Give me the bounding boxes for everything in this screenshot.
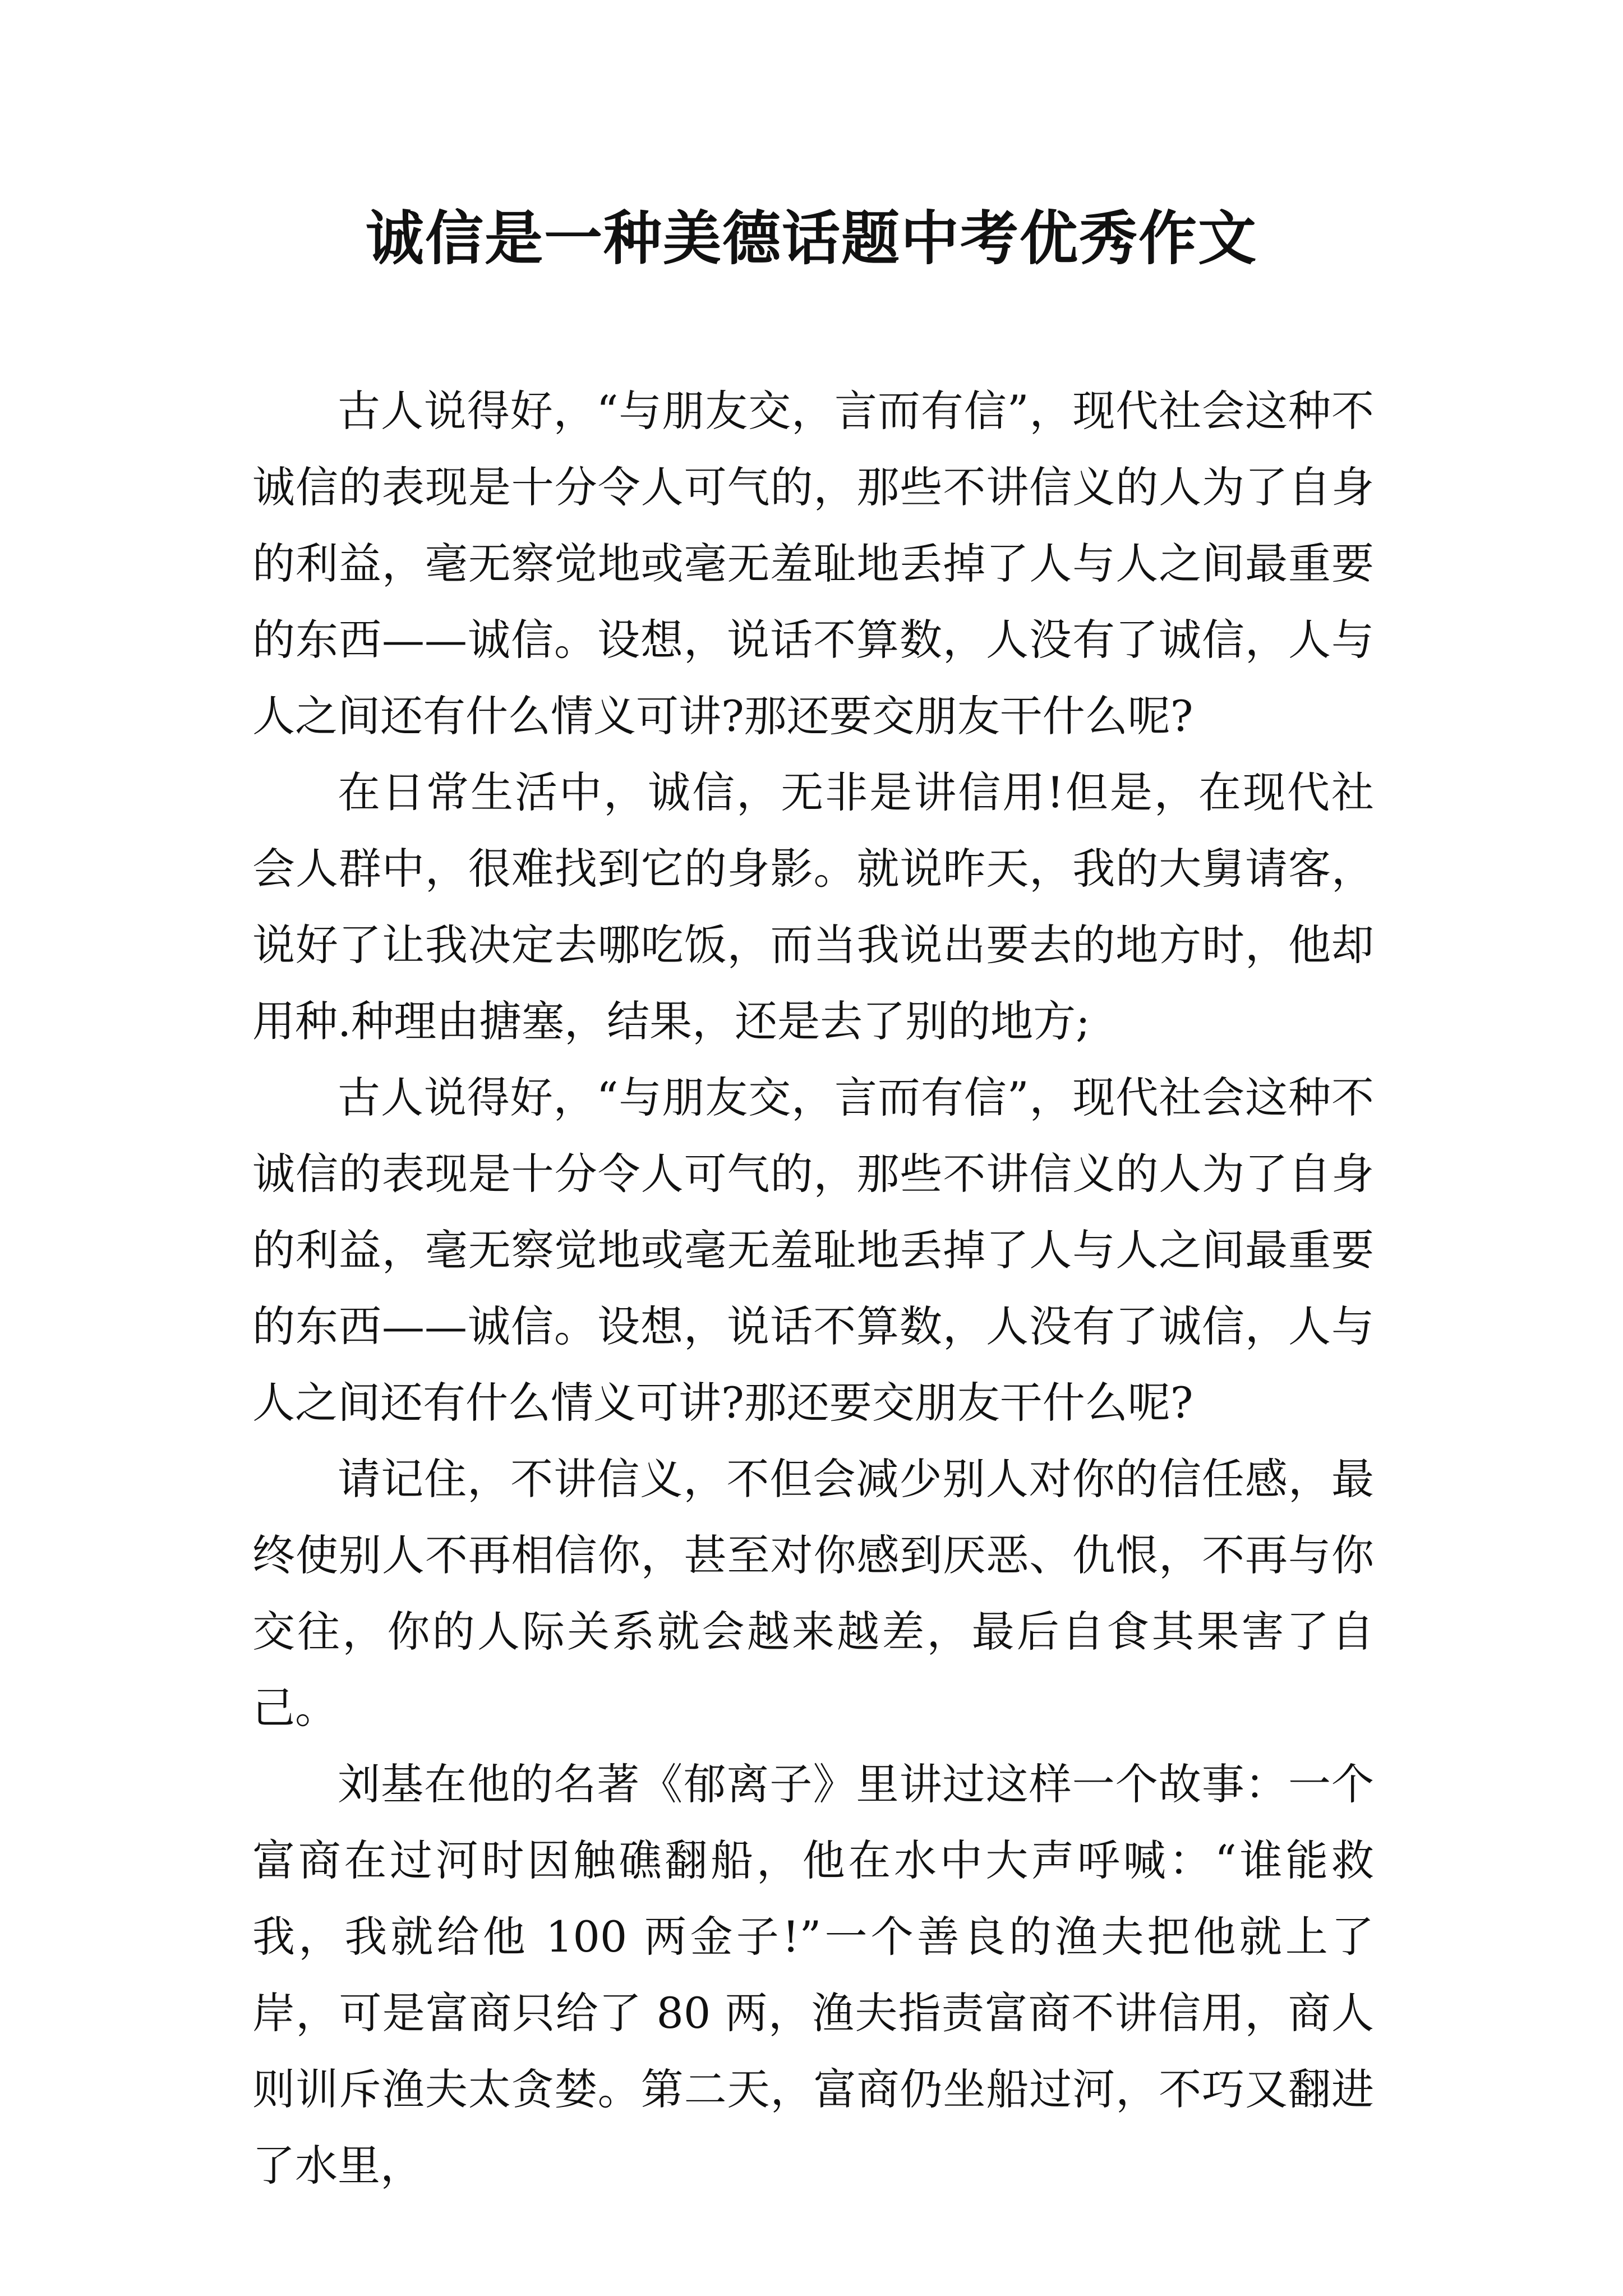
document-body [252,373,1374,2204]
paragraph-2: 在日常生活中，诚信，无非是讲信用!但是，在现代社会人群中，很难找到它的身影。就说昨天，我的大舅请客，说好了让我决定去哪吃饭，而当我说出要去的地方时，他却用种.种理由搪塞，结果，还是去了别的地方; [252,767,1374,1046]
paragraph-3: 古人说得好，“与朋友交，言而有信”，现代社会这种不诚信的表现是十分令人可气的，那些不讲信义的人为了自身的利益，毫无察觉地或毫无羞耻地丢掉了人与人之间最重要的东西——诚信。设想，说话不算数，人没有了诚信，人与人之间还有什么情义可讲?那还要交朋友干什么呢? [252,1073,1374,1428]
paragraph-4: 请记住，不讲信义，不但会减少别人对你的信任感，最终使别人不再相信你，甚至对你感到厌恶、仇恨，不再与你交往，你的人际关系就会越来越差，最后自食其果害了自己。 [252,1454,1374,1733]
document-title: 诚信是一种美德话题中考优秀作文 [365,204,1257,273]
paragraph-5: 刘基在他的名著《郁离子》里讲过这样一个故事：一个富商在过河时因触礁翻船，他在水中大声呼喊：“谁能救我，我就给他 100 两金子!”一个善良的渔夫把他就上了岸，可是富商只给了 80 两，渔夫指责富商不讲信用，商人则训斥渔夫太贪婪。第二天，富商仍坐船过河，不巧又翻进了水里， [252,1759,1374,2191]
paragraph-1: 古人说得好，“与朋友交，言而有信”，现代社会这种不诚信的表现是十分令人可气的，那些不讲信义的人为了自身的利益，毫无察觉地或毫无羞耻地丢掉了人与人之间最重要的东西——诚信。设想，说话不算数，人没有了诚信，人与人之间还有什么情义可讲?那还要交朋友干什么呢? [252,386,1374,741]
